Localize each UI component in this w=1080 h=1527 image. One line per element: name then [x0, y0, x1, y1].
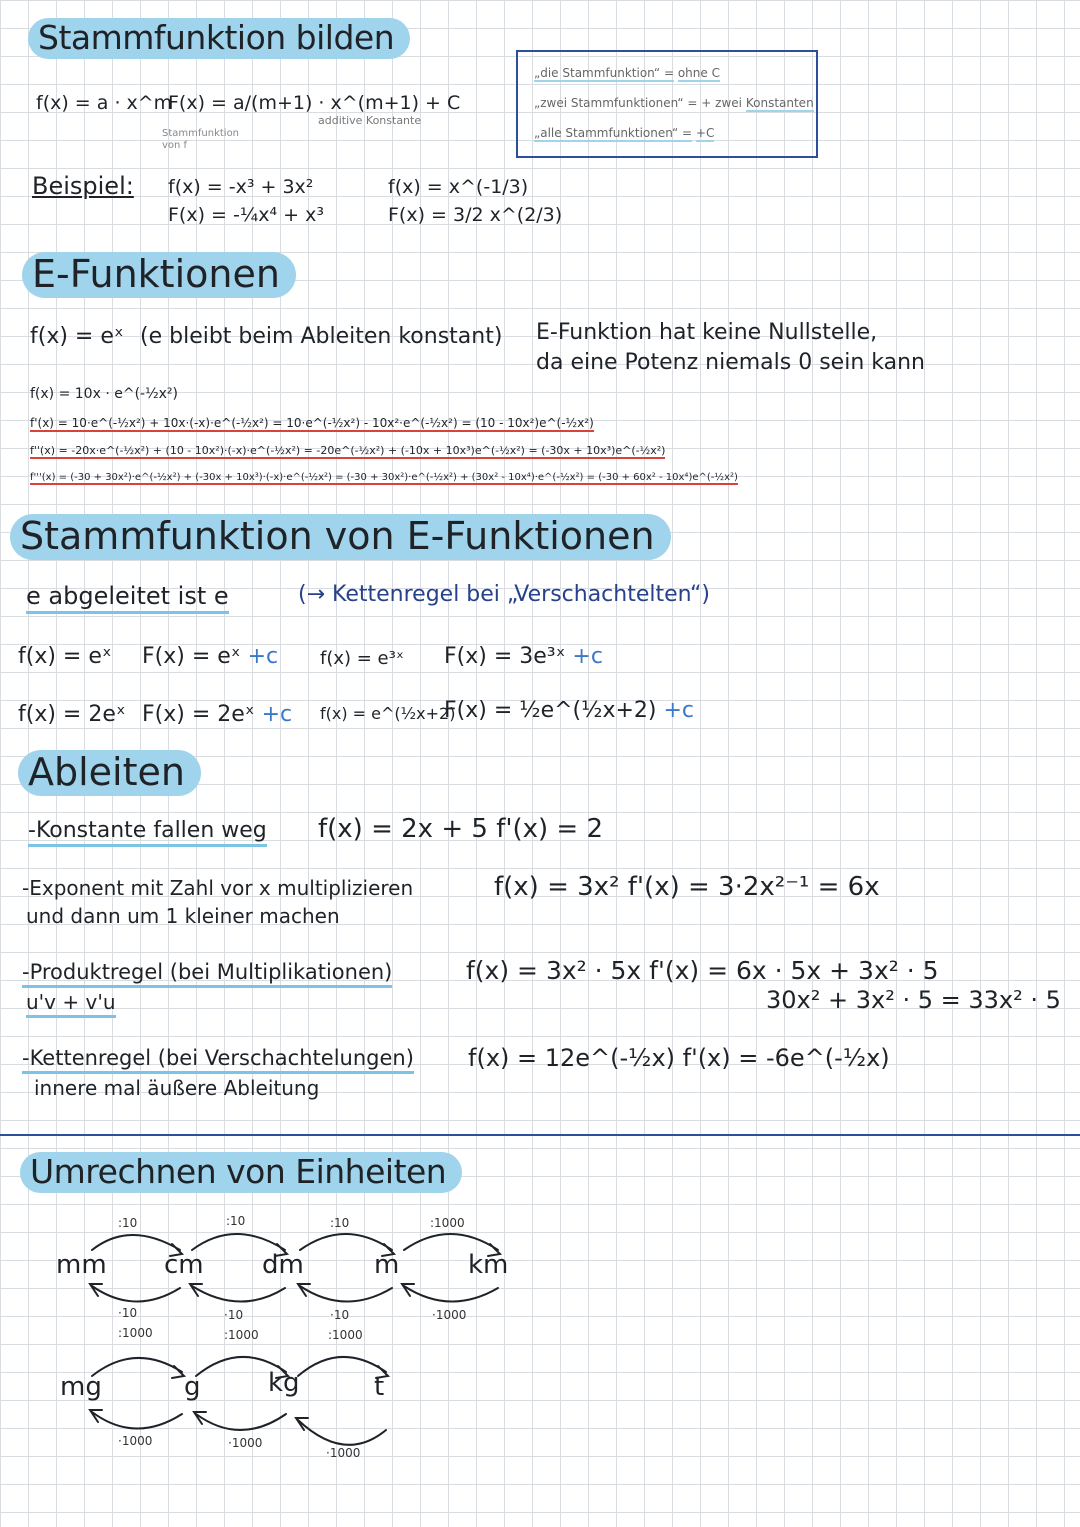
factor-cm-dm-div: :10: [226, 1214, 246, 1228]
unit-g: g: [184, 1372, 201, 1402]
ex-row2b-F: F(x) = ½e^(½x+2) +c: [444, 698, 695, 723]
derivation-f2: f''(x) = -20x·e^(-½x²) + (10 - 10x²)·(-x)·e^(-½x²) = -20e^(-½x²) + (-10x + 10x³)e^(-½x²) = (-30x + 10x³)e^(-½x²): [30, 444, 666, 457]
derivation-f3: f'''(x) = (-30 + 30x²)·e^(-½x²) + (-30x + 10x³)·(-x)·e^(-½x²) = (-30 + 30x²)·e^(-½x²) + (30x² - 10x⁴)·e^(-½x²) = (-30 + 60x² - 10x⁴)e^(-½x²): [30, 472, 738, 483]
box-line-3-value: +C: [695, 126, 715, 140]
box-line-1-value: ohne C: [677, 66, 720, 80]
unit-mg: mg: [60, 1372, 102, 1402]
ex-row1b-constant: +c: [572, 644, 603, 669]
factor-km-m-mul: ·1000: [432, 1308, 467, 1322]
rule-power-example: f(x) = 3x² f'(x) = 3·2x²⁻¹ = 6x: [494, 872, 880, 902]
arrow-m-dm-mul: [298, 1284, 392, 1302]
factor-m-dm-mul: ·10: [330, 1308, 350, 1322]
ex-row1-constant: +c: [247, 644, 279, 669]
rule-constants-example: f(x) = 2x + 5 f'(x) = 2: [318, 814, 604, 844]
ex-row2-F: F(x) = 2eˣ +c: [142, 702, 293, 727]
rule-power-2: und dann um 1 kleiner machen: [26, 904, 340, 928]
unit-kg: kg: [268, 1368, 300, 1398]
arrow-t-kg-mul: [296, 1418, 386, 1445]
note-von-f: von f: [162, 140, 188, 151]
unit-m: m: [374, 1250, 400, 1280]
example2-F: F(x) = 3/2 x^(2/3): [388, 204, 563, 226]
rule-chain-1: -Kettenregel (bei Verschachtelungen): [22, 1046, 414, 1070]
ex-row2-f: f(x) = 2eˣ: [18, 702, 126, 727]
note-additive-constant: additive Konstante: [318, 114, 422, 127]
rule-constants: -Konstante fallen weg: [28, 818, 267, 843]
derivation-f: f(x) = 10x · e^(-½x²): [30, 386, 179, 402]
beispiel-label: Beispiel:: [32, 172, 134, 200]
unit-km: km: [468, 1250, 509, 1280]
factor-cm-mm-mul: ·10: [118, 1306, 138, 1320]
factor-mg-g-div: :1000: [118, 1326, 153, 1340]
arrow-g-mg-mul: [90, 1410, 182, 1429]
e-function-note: (e bleibt beim Ableiten konstant): [140, 324, 503, 349]
factor-kg-g-mul: ·1000: [228, 1436, 263, 1450]
derivation-f1: f'(x) = 10·e^(-½x²) + 10x·(-x)·e^(-½x²) = 10·e^(-½x²) - 10x²·e^(-½x²) = (10 - 10x²)e^(-½x²): [30, 416, 594, 430]
example1-f: f(x) = -x³ + 3x²: [168, 176, 314, 198]
e-function-fact-1: E-Funktion hat keine Nullstelle,: [536, 320, 878, 345]
arrow-mg-g-div: [92, 1358, 184, 1378]
example2-f: f(x) = x^(-1/3): [388, 176, 529, 198]
unit-t: t: [374, 1372, 385, 1402]
unit-dm: dm: [262, 1250, 304, 1280]
rule-chain-example: f(x) = 12e^(-½x) f'(x) = -6e^(-½x): [468, 1044, 890, 1072]
arrow-km-m-mul: [402, 1284, 498, 1302]
ex-row2-constant: +c: [261, 702, 293, 727]
rule-product-example-2: 30x² + 3x² · 5 = 33x² · 5: [766, 986, 1061, 1014]
ex-row1-f: f(x) = eˣ: [18, 644, 112, 669]
section-title-einheiten: Umrechnen von Einheiten: [20, 1152, 462, 1193]
ex-row1-F: F(x) = eˣ +c: [142, 644, 279, 669]
factor-dm-cm-mul: ·10: [224, 1308, 244, 1322]
box-line-2-label: „zwei Stammfunktionen“ = + zwei: [534, 96, 743, 110]
section-title-stammfunktion-e: Stammfunktion von E-Funktionen: [10, 514, 671, 560]
box-line-3-label: „alle Stammfunktionen“ =: [534, 126, 693, 140]
factor-kg-t-div: :1000: [328, 1328, 363, 1342]
arrow-dm-cm-mul: [190, 1284, 285, 1302]
ex-row1b-F: F(x) = 3e³ˣ +c: [444, 644, 603, 669]
rule-chain-note: (→ Kettenregel bei „Verschachtelten“): [298, 582, 710, 607]
e-function-def: f(x) = eˣ: [30, 324, 124, 349]
section-title-e-funktionen: E-Funktionen: [22, 252, 296, 298]
box-line-2-value: Konstanten: [745, 96, 814, 110]
rule-e-derivative: e abgeleitet ist e: [26, 582, 229, 610]
rule-product-example-1: f(x) = 3x² · 5x f'(x) = 6x · 5x + 3x² · 5: [466, 956, 939, 985]
ex-row1b-f: f(x) = e³ˣ: [320, 648, 404, 669]
note-stammfunktion: Stammfunktion: [162, 128, 240, 139]
factor-t-kg-mul: ·1000: [326, 1446, 361, 1460]
unit-cm: cm: [164, 1250, 204, 1280]
power-rule-f: f(x) = a · x^m: [36, 92, 173, 114]
section-title-stammfunktion: Stammfunktion bilden: [28, 18, 410, 59]
rule-product-2: u'v + v'u: [26, 990, 116, 1014]
rule-product-1: -Produktregel (bei Multiplikationen): [22, 960, 392, 984]
power-rule-F: F(x) = a/(m+1) · x^(m+1) + C: [168, 92, 461, 114]
example1-F: F(x) = -¼x⁴ + x³: [168, 204, 324, 226]
factor-mm-cm-div: :10: [118, 1216, 138, 1230]
arrow-cm-mm-mul: [90, 1284, 180, 1302]
ex-row2b-f: f(x) = e^(½x+2): [320, 704, 456, 723]
rule-chain-2: innere mal äußere Ableitung: [34, 1076, 320, 1100]
arrow-kg-g-mul: [194, 1412, 286, 1430]
unit-mm: mm: [56, 1250, 107, 1280]
ex-row2b-constant: +c: [663, 698, 695, 723]
factor-g-mg-mul: ·1000: [118, 1434, 153, 1448]
box-line-1-label: „die Stammfunktion“ =: [534, 66, 675, 80]
e-function-fact-2: da eine Potenz niemals 0 sein kann: [536, 350, 925, 375]
factor-dm-m-div: :10: [330, 1216, 350, 1230]
factor-m-km-div: :1000: [430, 1216, 465, 1230]
factor-g-kg-div: :1000: [224, 1328, 259, 1342]
rule-power-1: -Exponent mit Zahl vor x multiplizieren: [22, 876, 414, 900]
section-title-ableiten: Ableiten: [18, 750, 201, 796]
